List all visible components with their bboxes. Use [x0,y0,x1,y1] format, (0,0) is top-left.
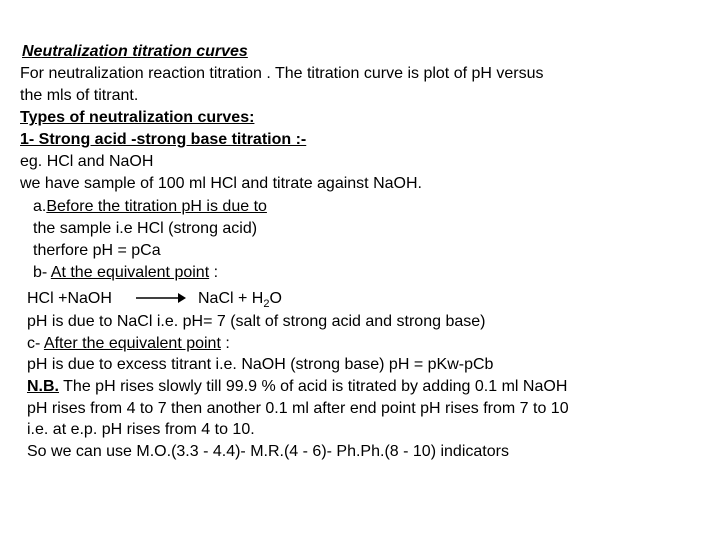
nb-line-1 [27,377,567,397]
nb-line-2: pH rises from 4 to 7 then another 0.1 ml after end point pH rises from 7 to 10 [27,400,569,417]
case-1-heading: 1- Strong acid -strong base titration :- [20,131,307,148]
reaction-products-text: NaCl + H [198,290,264,307]
part-b-suffix: : [209,264,219,281]
page-title: Neutralization titration curves [22,43,248,60]
reaction-subscript: 2 [263,298,270,311]
part-a-underlined: Before the titration pH is due to [46,198,267,215]
nb-label: N.B. [27,378,59,395]
reaction-reactants: HCl +NaOH [27,290,112,307]
part-a-line-1 [33,197,267,217]
part-c-explanation: pH is due to excess titrant i.e. NaOH (strong base) pH = pKw-pCb [27,356,494,373]
nb-text-1: The pH rises slowly till 99.9 % of acid is titrated by adding 0.1 ml NaOH [59,378,568,395]
nb-line-4: So we can use M.O.(3.3 - 4.4)- M.R.(4 - 6)- Ph.Ph.(8 - 10) indicators [27,443,509,460]
reaction-products [198,289,282,309]
part-b-heading [33,263,218,283]
part-c-suffix: : [220,335,230,352]
intro-line-1: For neutralization reaction titration . The titration curve is plot of pH versus [20,65,544,82]
reaction-products-tail: O [269,290,282,307]
intro-line-2: the mls of titrant. [20,87,139,104]
example-line: eg. HCl and NaOH [20,153,154,170]
nb-line-3: i.e. at e.p. pH rises from 4 to 10. [27,421,255,438]
part-a-line-3: therfore pH = pCa [33,242,161,259]
part-a-line-2: the sample i.e HCl (strong acid) [33,220,258,237]
part-c-heading [27,334,230,354]
part-b-prefix: b- [33,264,51,281]
sample-line: we have sample of 100 ml HCl and titrate against NaOH. [20,175,422,192]
part-c-underlined: After the equivalent point [43,335,221,352]
part-c-prefix: c- [27,335,44,352]
reaction-arrow-icon [136,292,186,304]
part-a-prefix: a. [33,198,47,215]
types-heading: Types of neutralization curves: [20,109,255,126]
part-b-explanation: pH is due to NaCl i.e. pH= 7 (salt of strong acid and strong base) [27,313,486,330]
part-b-underlined: At the equivalent point [50,264,210,281]
